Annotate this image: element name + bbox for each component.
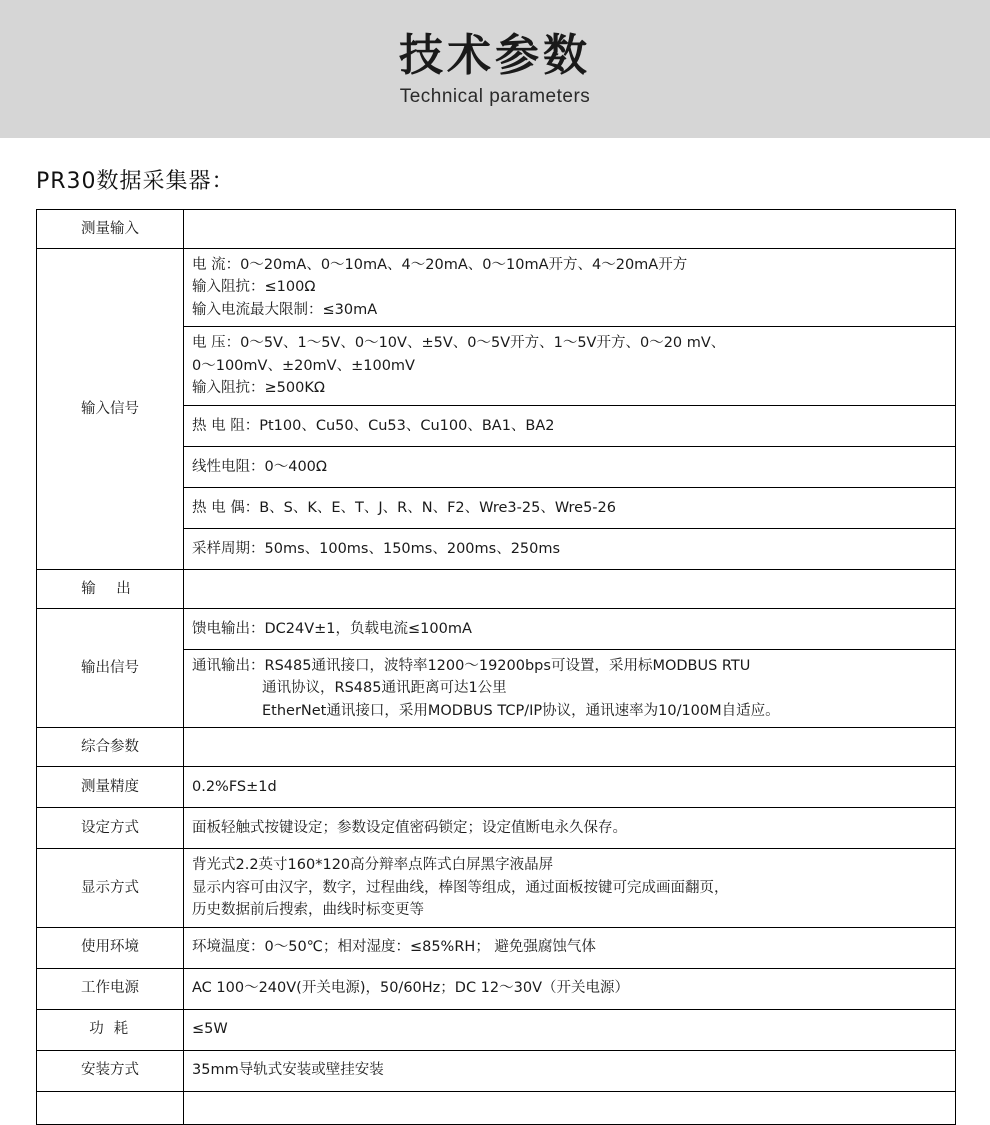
- row-value: [184, 728, 956, 767]
- row-value: [184, 249, 956, 327]
- row-label: 功 耗: [37, 1009, 184, 1050]
- row-line: EtherNet通讯接口，采用MODBUS TCP/IP协议，通讯速率为10/100M自适应。: [262, 702, 780, 719]
- row-label: 测量精度: [37, 767, 184, 808]
- table-row: [37, 1009, 956, 1050]
- row-value: 馈电输出：DC24V±1，负载电流≤100mA: [184, 608, 956, 649]
- table-row: [37, 767, 956, 808]
- row-line: 输入电流最大限制：≤30mA: [192, 301, 378, 318]
- row-value: [184, 849, 956, 927]
- row-value: 35mm导轨式安装或壁挂安装: [184, 1050, 956, 1091]
- row-line: 背光式2.2英寸160*120高分辩率点阵式白屏黑字液晶屏: [192, 857, 554, 874]
- table-row: [37, 849, 956, 927]
- row-value: 线性电阻：0～400Ω: [184, 446, 956, 487]
- row-value: 采样周期：50ms、100ms、150ms、200ms、250ms: [184, 528, 956, 569]
- row-line: 电 流：0～20mA、0～10mA、4～20mA、0～10mA开方、4～20mA开方: [192, 257, 688, 273]
- row-line: 输入阻抗：≤100Ω: [192, 279, 316, 296]
- page-banner: [0, 0, 990, 138]
- row-value: [184, 327, 956, 405]
- row-line: 电 压：0～5V、1～5V、0～10V、±5V、0～5V开方、1～5V开方、0～20 mV、: [192, 335, 726, 352]
- banner-subtitle: Technical parameters: [399, 86, 591, 108]
- table-row: [37, 728, 956, 767]
- spacer-cell-left: [37, 1091, 184, 1124]
- row-line: 通讯协议，RS485通讯距离可达1公里: [262, 680, 507, 697]
- spec-table: [36, 209, 956, 1125]
- row-value: AC 100～240V(开关电源)，50/60Hz；DC 12～30V（开关电源）: [184, 968, 956, 1009]
- row-line: 通讯输出：RS485通讯接口，波特率1200～19200bps可设置，采用标MODBUS RTU: [192, 657, 751, 674]
- table-row: [37, 927, 956, 968]
- table-row: [37, 249, 956, 327]
- table-row: [37, 569, 956, 608]
- row-line: 输入阻抗：≥500KΩ: [192, 380, 325, 397]
- table-row-spacer: [37, 1091, 956, 1124]
- table-row: [37, 210, 956, 249]
- row-label: 工作电源: [37, 968, 184, 1009]
- row-label: 输入信号: [37, 249, 184, 570]
- row-value: 热 电 偶：B、S、K、E、T、J、R、N、F2、Wre3-25、Wre5-26: [184, 487, 956, 528]
- row-label: 设定方式: [37, 808, 184, 849]
- row-value: ≤5W: [184, 1009, 956, 1050]
- row-label: 显示方式: [37, 849, 184, 927]
- row-line: 0～100mV、±20mV、±100mV: [192, 357, 415, 374]
- section-title: PR30数据采集器：: [36, 169, 235, 194]
- spacer-cell-right: [184, 1091, 956, 1124]
- banner-title: 技术参数: [399, 29, 591, 81]
- row-line: 显示内容可由汉字，数字，过程曲线，棒图等组成，通过面板按键可完成画面翻页，: [192, 879, 729, 896]
- row-label: 输 出: [37, 569, 184, 608]
- table-row: [37, 808, 956, 849]
- row-label: 使用环境: [37, 927, 184, 968]
- table-row: [37, 1050, 956, 1091]
- table-row: [37, 968, 956, 1009]
- row-label: 综合参数: [37, 728, 184, 767]
- row-value: [184, 210, 956, 249]
- row-label: 输出信号: [37, 608, 184, 727]
- row-value: [184, 649, 956, 727]
- row-value: 面板轻触式按键设定；参数设定值密码锁定；设定值断电永久保存。: [184, 808, 956, 849]
- row-value: [184, 569, 956, 608]
- row-value: 热 电 阻：Pt100、Cu50、Cu53、Cu100、BA1、BA2: [184, 405, 956, 446]
- row-value: 0.2%FS±1d: [184, 767, 956, 808]
- row-label: 安装方式: [37, 1050, 184, 1091]
- row-value: 环境温度：0～50℃；相对湿度：≤85%RH； 避免强腐蚀气体: [184, 927, 956, 968]
- row-label: 测量输入: [37, 210, 184, 249]
- row-line: 历史数据前后搜索，曲线时标变更等: [192, 902, 424, 919]
- table-row: [37, 608, 956, 649]
